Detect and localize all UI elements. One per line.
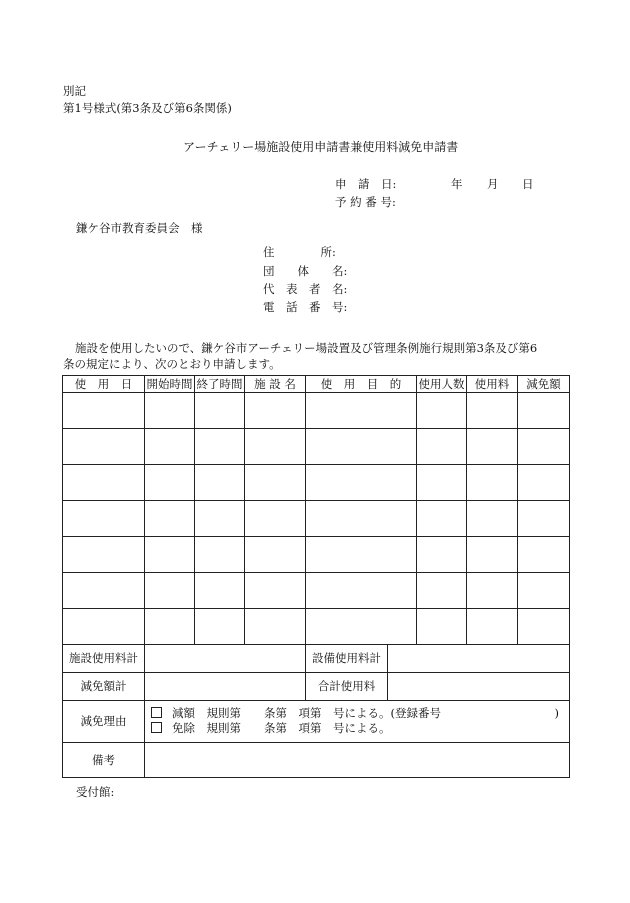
table-cell[interactable] xyxy=(467,573,518,609)
reception-label: 受付館: xyxy=(76,785,115,799)
table-cell[interactable] xyxy=(306,609,417,645)
table-cell[interactable] xyxy=(245,429,306,465)
table-cell[interactable] xyxy=(518,573,570,609)
table-cell[interactable] xyxy=(145,501,195,537)
table-cell[interactable] xyxy=(63,609,145,645)
summary-row-remarks xyxy=(63,742,570,777)
table-cell[interactable] xyxy=(195,393,245,429)
summary-table xyxy=(62,644,570,778)
reservation-number-label: 予 約 番 号: xyxy=(335,195,396,209)
table-cell[interactable] xyxy=(195,429,245,465)
reduction-checkbox[interactable] xyxy=(151,707,162,718)
table-cell[interactable] xyxy=(245,609,306,645)
table-cell[interactable] xyxy=(145,609,195,645)
exemption-option-text: 免除 規則第 条第 項第 号による。 xyxy=(172,721,391,735)
summary-row-fees xyxy=(63,644,570,672)
reduction-reason-label: 減免理由 xyxy=(63,700,145,742)
table-cell[interactable] xyxy=(195,465,245,501)
table-cell[interactable] xyxy=(518,429,570,465)
table-cell[interactable] xyxy=(63,537,145,573)
representative-label: 代 表 者 名: xyxy=(263,282,348,296)
table-cell[interactable] xyxy=(245,537,306,573)
col-header-facility: 施 設 名 xyxy=(245,376,306,393)
table-cell[interactable] xyxy=(145,537,195,573)
day-label: 日 xyxy=(522,177,534,191)
reduction-option-text: 減額 規則第 条第 項第 号による。(登録番号 xyxy=(172,706,441,720)
table-cell[interactable] xyxy=(467,501,518,537)
application-date-label: 申 請 日: xyxy=(335,177,397,191)
col-header-people: 使用人数 xyxy=(418,377,465,391)
summary-row-totals xyxy=(63,672,570,700)
table-cell[interactable] xyxy=(145,465,195,501)
reduction-reason-options xyxy=(145,700,570,742)
table-cell[interactable] xyxy=(306,537,417,573)
table-cell[interactable] xyxy=(63,573,145,609)
table-cell[interactable] xyxy=(245,465,306,501)
remarks-value[interactable] xyxy=(145,742,570,777)
registration-number-close: ) xyxy=(554,706,559,720)
reduction-total-label: 減免額計 xyxy=(63,672,145,700)
table-cell[interactable] xyxy=(467,537,518,573)
table-cell[interactable] xyxy=(63,393,145,429)
table-cell[interactable] xyxy=(518,537,570,573)
col-header-purpose: 使 用 目 的 xyxy=(306,376,417,393)
col-header-reduction: 減免額 xyxy=(518,376,570,393)
addressee: 鎌ケ谷市教育委員会 様 xyxy=(76,221,203,235)
table-cell[interactable] xyxy=(417,465,467,501)
table-cell[interactable] xyxy=(195,609,245,645)
facility-fee-total-value[interactable] xyxy=(145,644,306,672)
phone-label: 電 話 番 号: xyxy=(263,300,348,314)
exemption-checkbox[interactable] xyxy=(151,722,162,733)
table-cell[interactable] xyxy=(145,573,195,609)
form-number: 第1号様式(第3条及び第6条関係) xyxy=(63,101,232,115)
table-cell[interactable] xyxy=(518,501,570,537)
remarks-label: 備考 xyxy=(63,742,145,777)
table-cell[interactable] xyxy=(245,501,306,537)
table-cell[interactable] xyxy=(518,609,570,645)
exemption-option xyxy=(151,721,569,736)
table-cell[interactable] xyxy=(467,393,518,429)
table-cell[interactable] xyxy=(195,537,245,573)
table-cell[interactable] xyxy=(467,429,518,465)
table-row xyxy=(63,429,570,465)
month-label: 月 xyxy=(487,177,499,191)
group-name-label: 団 体 名: xyxy=(263,264,348,278)
table-cell[interactable] xyxy=(245,573,306,609)
table-row xyxy=(63,465,570,501)
table-cell[interactable] xyxy=(306,501,417,537)
equipment-fee-total-label: 設備使用料計 xyxy=(306,644,388,672)
table-cell[interactable] xyxy=(63,501,145,537)
table-row xyxy=(63,393,570,429)
usage-table xyxy=(62,375,570,645)
table-row xyxy=(63,609,570,645)
table-cell[interactable] xyxy=(518,393,570,429)
table-cell[interactable] xyxy=(417,393,467,429)
year-label: 年 xyxy=(451,177,463,191)
table-cell[interactable] xyxy=(417,609,467,645)
summary-row-reason xyxy=(63,700,570,742)
reduction-option xyxy=(151,706,569,721)
bekki-label: 別記 xyxy=(63,84,86,98)
body-text-line2: 条の規定により、次のとおり申請します。 xyxy=(63,357,281,371)
table-cell[interactable] xyxy=(518,465,570,501)
table-cell[interactable] xyxy=(417,429,467,465)
table-cell[interactable] xyxy=(306,465,417,501)
reduction-total-value[interactable] xyxy=(145,672,306,700)
grand-total-label: 合計使用料 xyxy=(306,672,388,700)
table-cell[interactable] xyxy=(417,537,467,573)
table-cell[interactable] xyxy=(306,573,417,609)
table-cell[interactable] xyxy=(63,465,145,501)
body-text-line1: 施設を使用したいので、鎌ケ谷市アーチェリー場設置及び管理条例施行規則第3条及び第6 xyxy=(75,341,538,355)
facility-fee-total-label: 施設使用料計 xyxy=(63,644,145,672)
table-cell[interactable] xyxy=(145,429,195,465)
col-header-fee: 使用料 xyxy=(467,376,518,393)
table-cell[interactable] xyxy=(195,501,245,537)
table-row xyxy=(63,501,570,537)
table-cell[interactable] xyxy=(467,609,518,645)
table-cell[interactable] xyxy=(417,573,467,609)
col-header-start-time: 開始時間 xyxy=(146,377,193,391)
grand-total-value[interactable] xyxy=(388,672,570,700)
table-cell[interactable] xyxy=(245,393,306,429)
table-cell[interactable] xyxy=(306,393,417,429)
table-cell[interactable] xyxy=(63,429,145,465)
col-header-end-time: 終了時間 xyxy=(196,377,243,391)
col-header-date: 使 用 日 xyxy=(63,376,145,393)
table-cell[interactable] xyxy=(195,573,245,609)
table-cell[interactable] xyxy=(417,501,467,537)
table-cell[interactable] xyxy=(145,393,195,429)
table-row xyxy=(63,573,570,609)
table-cell[interactable] xyxy=(306,429,417,465)
table-row xyxy=(63,537,570,573)
address-label: 住 所: xyxy=(263,245,336,259)
table-header-row xyxy=(63,376,570,393)
table-cell[interactable] xyxy=(467,465,518,501)
document-title: アーチェリー場施設使用申請書兼使用料減免申請書 xyxy=(183,140,459,154)
equipment-fee-total-value[interactable] xyxy=(388,644,570,672)
